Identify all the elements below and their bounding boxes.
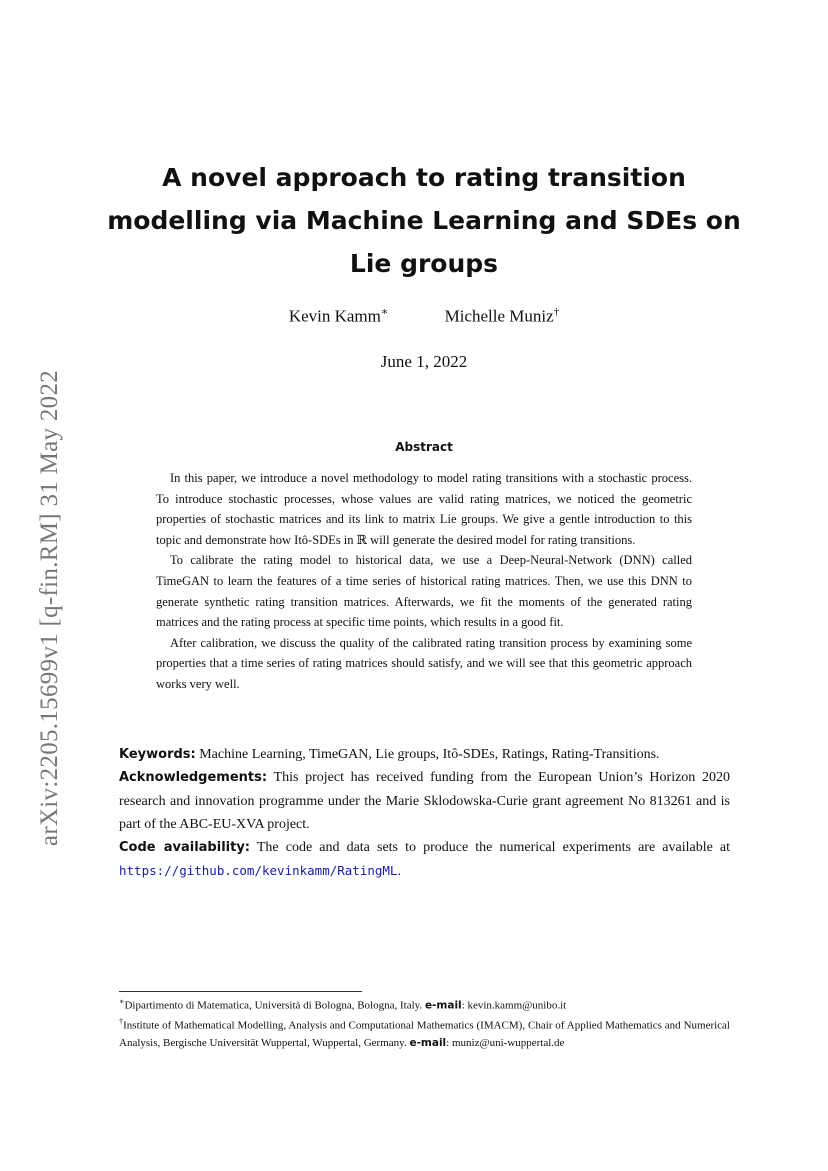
code-availability-period: .	[397, 864, 401, 880]
footnote-2	[119, 1014, 730, 1051]
abstract-body	[156, 468, 692, 695]
code-availability-text: The code and data sets to produce the numerical experiments are available at	[256, 840, 731, 856]
author-affiliation-mark: †	[553, 306, 560, 318]
paper-date: June 1, 2022	[380, 352, 468, 371]
footnote-mark: ∗	[119, 997, 125, 1006]
keywords	[119, 743, 730, 766]
abstract-paragraph: To calibrate the rating model to historical data, we use a Deep-Neural-Network (DNN) called TimeGAN to learn the features of a time series of historical rating matrices. Then, we use this DNN to generate synthetic rating transition matrices. Afterwards, we fit the moments of the generated rating matrices and the rating process at specific time points, which results in a good fit.	[156, 553, 692, 630]
abstract-paragraph: After calibration, we discuss the quality of the calibrated rating transition process by examining some properties that a time series of rating matrices should satisfy, and we will see that this geometric approach works very well.	[156, 635, 692, 691]
footnote-1	[119, 994, 730, 1014]
acknowledgements-label: Acknowledgements:	[119, 770, 268, 786]
author-affiliation-mark: ∗	[380, 306, 389, 318]
author-name: Michelle Muniz	[444, 306, 554, 326]
footnote-text: Institute of Mathematical Modelling, Analysis and Computational Mathematics (IMACM), Chair of Applied Mathematics and Numerical Analysis, Bergische Universität Wuppertal, Wuppertal, Germany.	[119, 1019, 730, 1049]
paper-title: A novel approach to rating transition modelling via Machine Learning and SDEs on Lie groups	[107, 163, 741, 278]
arxiv-sidebar-stamp: arXiv:2205.15699v1 [q-fin.RM] 31 May 2022	[36, 369, 63, 847]
author-name: Kevin Kamm	[288, 306, 381, 326]
footnote-text: Dipartimento di Matematica, Università di Bologna, Bologna, Italy.	[124, 999, 423, 1012]
author-list	[100, 305, 748, 327]
acknowledgements-text: This project has received funding from the European Union’s Horizon 2020 research and innovation programme under the Marie Sklodowska-Curie grant agreement No 813261 and is part of the ABC-EU-XVA project.	[119, 770, 731, 832]
paper-metadata	[119, 743, 730, 884]
email-address: : muniz@uni-wuppertal.de	[446, 1036, 565, 1049]
code-repository-link[interactable]: https://github.com/kevinkamm/RatingML	[119, 863, 398, 879]
author	[289, 305, 389, 327]
abstract-heading: Abstract	[395, 440, 453, 454]
keywords-text: Machine Learning, TimeGAN, Lie groups, Itô-SDEs, Ratings, Rating-Transitions.	[199, 747, 660, 762]
keywords-label: Keywords:	[119, 747, 196, 762]
footnote-rule	[119, 991, 362, 992]
author	[445, 306, 560, 327]
abstract-paragraph: In this paper, we introduce a novel methodology to model rating transitions with a stochastic process. To introduce stochastic processes, whose values are valid rating matrices, we noticed the geometric properties of stochastic matrices and its link to matrix Lie groups. We give a gentle introduction to this topic and demonstrate how Itô-SDEs in ℝ will generate the desired model for rating transitions.	[156, 471, 692, 547]
acknowledgements	[119, 766, 730, 836]
code-availability-label: Code availability:	[119, 840, 250, 856]
email-label: e-mail	[409, 1036, 447, 1049]
footnotes	[119, 994, 730, 1051]
email-address: : kevin.kamm@unibo.it	[461, 999, 567, 1012]
code-availability	[119, 836, 730, 884]
email-label: e-mail	[424, 999, 462, 1012]
footnote-mark: †	[119, 1017, 124, 1027]
